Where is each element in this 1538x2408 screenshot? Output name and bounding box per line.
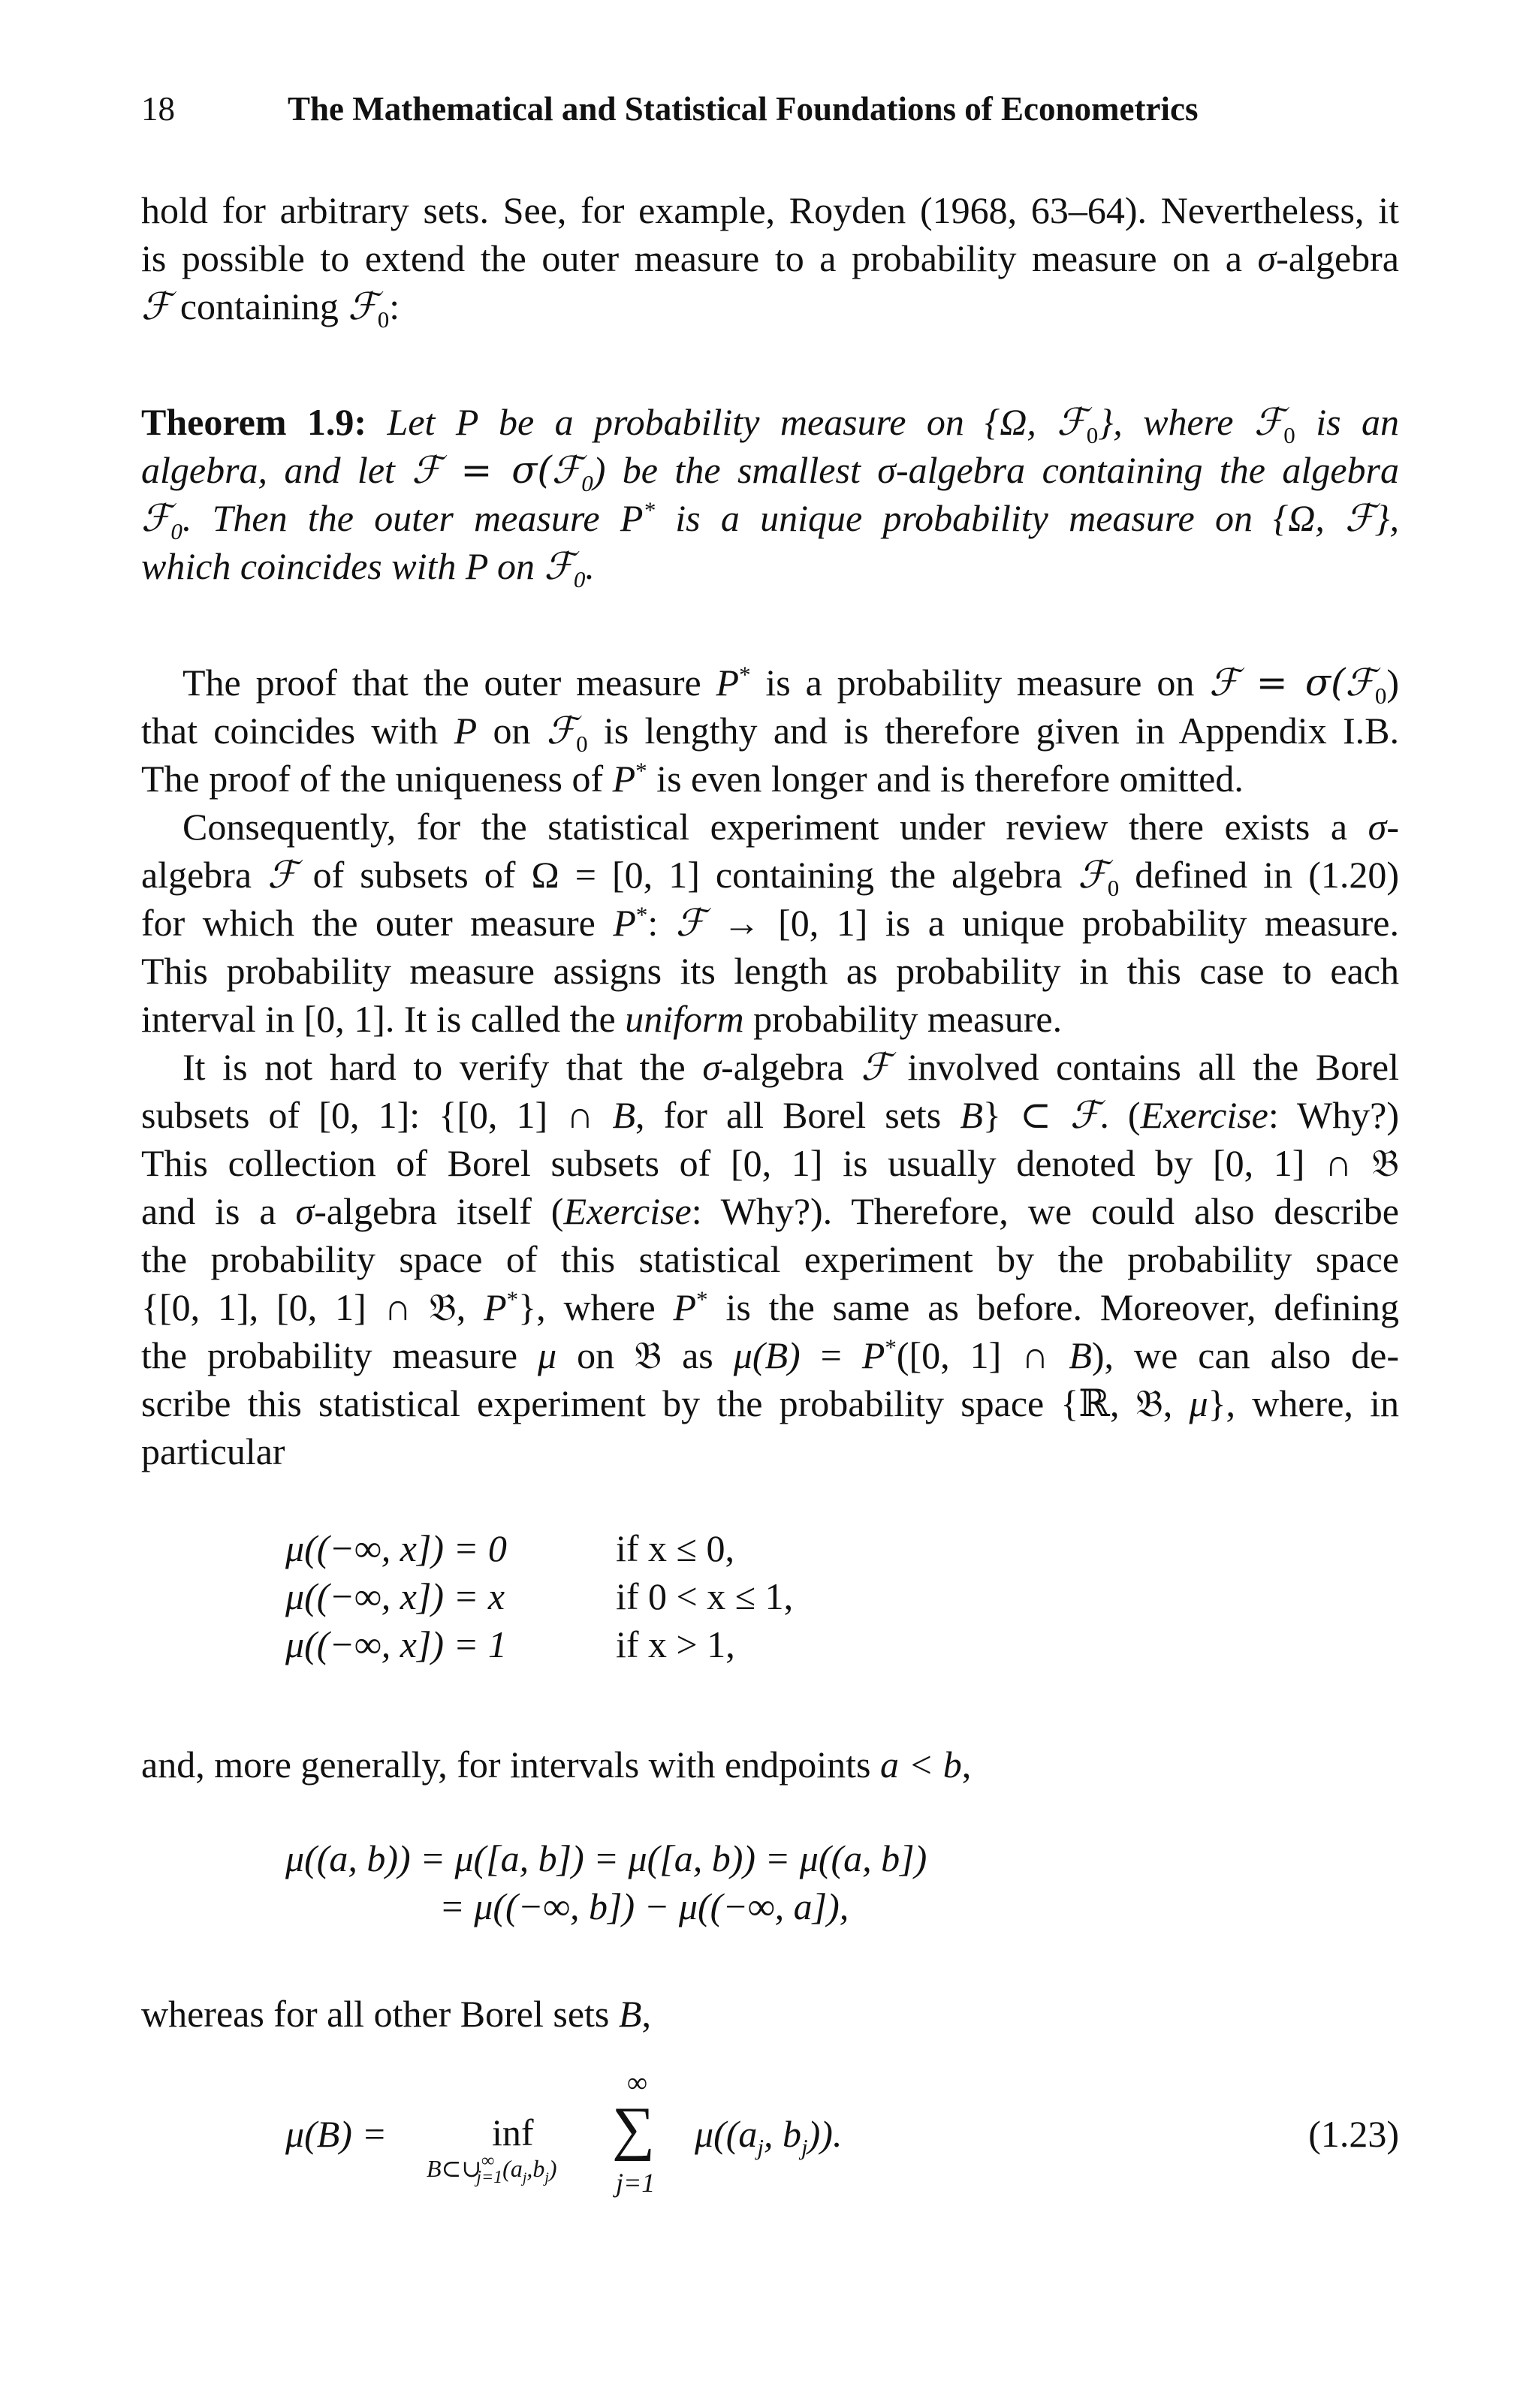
equation-number: (1.23) <box>1308 2113 1399 2155</box>
text-line: and, more generally, for intervals with endpoints a < b, <box>141 1743 972 1786</box>
sum-symbol: ∑ <box>612 2096 656 2162</box>
text-line: The proof of the uniqueness of P* is even longer and is therefore omitted. <box>141 757 1244 800</box>
text-line: interval in [0, 1]. It is called the uniform probability measure. <box>141 998 1063 1040</box>
sum-lower-limit: j=1 <box>616 2168 656 2198</box>
equation-row: μ((−∞, x]) = 1 if x > 1, <box>285 1623 735 1665</box>
paragraph-consequently <box>141 803 1399 1043</box>
interval-equation <box>285 1834 927 1930</box>
equation-row: μ((−∞, x]) = 0 if x ≤ 0, <box>285 1527 734 1569</box>
paragraph-other-borel <box>141 1990 1399 2038</box>
text-line: which coincides with P on ℱ$_0$. <box>141 544 595 592</box>
text-line: ℱ$_0$. Then the outer measure P* is a unique probability measure on {Ω, ℱ}, <box>141 496 1399 544</box>
text-line: algebra ℱ of subsets of Ω = [0, 1] containing the algebra ℱ$_0$ defined in (1.20) <box>141 853 1399 901</box>
text-line: particular <box>141 1430 285 1472</box>
text-line: {[0, 1], [0, 1] ∩ 𝔅, P*}, where P* is the same as before. Moreover, defining <box>141 1285 1399 1328</box>
text-line: that coincides with P on ℱ$_0$ is lengthy and is therefore given in Appendix I.B. <box>141 709 1400 757</box>
text-line: whereas for all other Borel sets B, <box>141 1993 651 2035</box>
piecewise-equation <box>285 1524 793 1668</box>
text-line: It is not hard to verify that the σ-algebra ℱ involved contains all the Borel <box>182 1045 1399 1089</box>
equation-lhs: μ(B) = <box>285 2113 388 2155</box>
text-line: hold for arbitrary sets. See, for example, Royden (1968, 63–64). Nevertheless, it <box>141 189 1399 231</box>
equation-row: = μ((−∞, b]) − μ((−∞, a]), <box>439 1885 849 1927</box>
text-line: scribe this statistical experiment by the probability space {ℝ, 𝔅, μ}, where, in <box>141 1382 1399 1424</box>
paragraph-intro <box>141 186 1399 333</box>
text-line: subsets of [0, 1]: {[0, 1] ∩ B, for all Borel sets B} ⊂ ℱ. (Exercise: Why?) <box>141 1093 1399 1137</box>
text-line: and is a σ-algebra itself (Exercise: Why?). Therefore, we could also describe <box>141 1190 1400 1232</box>
sum-upper-limit: ∞ <box>627 2067 648 2099</box>
text-line: ℱ containing ℱ$_0$: <box>141 285 400 333</box>
running-title: The Mathematical and Statistical Foundations of Econometrics <box>288 90 1199 128</box>
paragraph-proof <box>141 659 1399 803</box>
theorem-label: Theorem 1.9: <box>141 401 367 443</box>
text-line: The proof that the outer measure P* is a probability measure on ℱ = σ(ℱ$_0$) <box>182 661 1399 709</box>
theorem-1-9 <box>141 398 1399 590</box>
equation-row: μ((a, b)) = μ([a, b]) = μ([a, b)) = μ((a, b]) <box>285 1837 927 1879</box>
text-line: This collection of Borel subsets of [0, 1] is usually denoted by [0, 1] ∩ 𝔅 <box>141 1142 1399 1184</box>
equation-row: μ((−∞, x]) = x if 0 < x ≤ 1, <box>285 1575 794 1617</box>
text-line: is possible to extend the outer measure to a probability measure on a σ-algebra <box>141 237 1399 279</box>
text-line: the probability measure μ on 𝔅 as μ(B) = P*([0, 1] ∩ B), we can also de- <box>141 1334 1399 1376</box>
page-number: 18 <box>141 90 175 128</box>
text-line: algebra, and let ℱ = σ(ℱ$_0$) be the smallest σ-algebra containing the algebra <box>141 448 1399 496</box>
inf-subscript: $B\subset\cup^\infty_{j=1}(a_j,b_j)$ <box>427 2151 557 2187</box>
text-line: Theorem 1.9: Let P be a probability measure on {Ω, ℱ$_0$}, where ℱ$_0$ is an <box>141 400 1399 448</box>
paragraph-intervals <box>141 1740 1399 1789</box>
sum-term: $\mu((a_j$, $b_j$)). <box>695 2113 843 2160</box>
paragraph-borel <box>141 1043 1399 1475</box>
text-line: for which the outer measure P*: ℱ → [0, 1] is a unique probability measure. <box>141 901 1399 945</box>
text-line: the probability space of this statistical experiment by the probability space <box>141 1238 1399 1280</box>
inf-operator: inf <box>492 2111 534 2153</box>
text-line: Consequently, for the statistical experiment under review there exists a σ- <box>182 806 1399 848</box>
text-line: This probability measure assigns its length as probability in this case to each <box>141 950 1399 992</box>
